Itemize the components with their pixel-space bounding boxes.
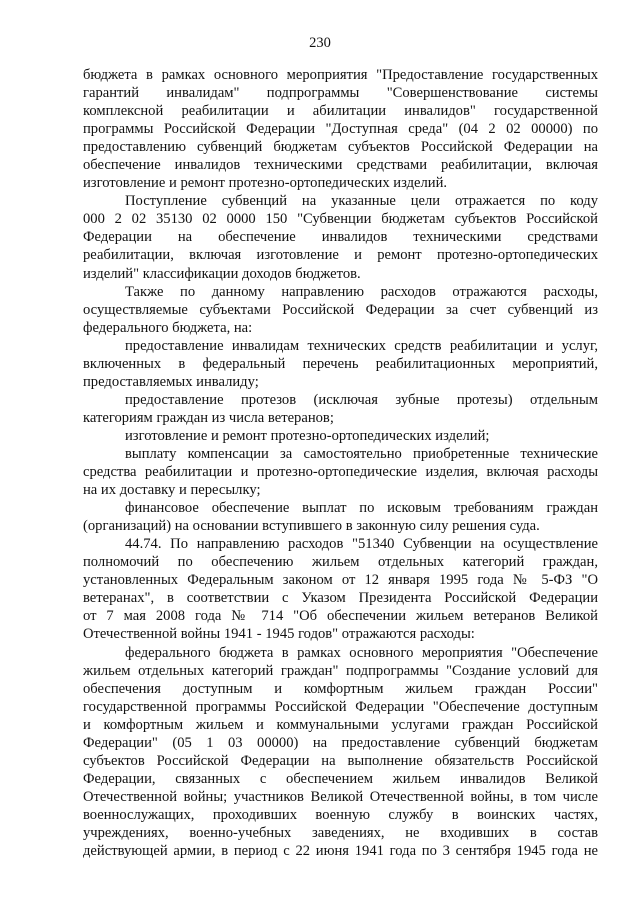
- text-line: изготовление и ремонт протезно-ортопедических изделий;: [125, 427, 490, 444]
- text-line: бюджета в рамках основного мероприятия "Предоставление государственных: [83, 67, 598, 83]
- text-line: учреждениях, военно-учебных заведениях, не входивших в состав: [83, 824, 598, 841]
- page-number: 230: [309, 35, 331, 51]
- text-line: субъектов Российской Федерации на выполнение обязательств Российской: [83, 752, 598, 769]
- text-line: предоставление инвалидам технических средств реабилитации и услуг,: [125, 337, 598, 354]
- text-line: финансовое обеспечение выплат по исковым требованиям граждан: [125, 500, 598, 517]
- text-line: предоставление протезов (исключая зубные протезы) отдельным: [125, 391, 598, 408]
- text-line: обеспечение инвалидов техническими средствами реабилитации, включая: [83, 157, 598, 174]
- text-line: на их доставку и пересылку;: [83, 482, 261, 499]
- text-line: военнослужащих, проходивших военную службу в воинских частях,: [83, 806, 598, 823]
- text-line: Поступление субвенций на указанные цели отражается по коду: [125, 193, 598, 210]
- text-line: ветеранах", в соответствии с Указом Президента Российской Федерации: [83, 590, 598, 607]
- text-line: включенных в федеральный перечень реабилитационных мероприятий,: [83, 355, 598, 372]
- text-line: категориям граждан из числа ветеранов;: [83, 409, 334, 426]
- text-line: Также по данному направлению расходов отражаются расходы,: [125, 283, 598, 300]
- text-line: гарантий инвалидам" подпрограммы "Совершенствование системы: [83, 85, 598, 102]
- text-line: действующей армии, в период с 22 июня 1941 года по 3 сентября 1945 года не: [83, 843, 598, 860]
- text-line: комплексной реабилитации и абилитации инвалидов" государственной: [83, 103, 598, 120]
- text-line: жильем отдельных категорий граждан" подпрограммы "Создание условий для: [83, 662, 598, 679]
- text-line: Федерации на обеспечение инвалидов техническими средствами: [83, 229, 598, 246]
- text-line: предоставляемых инвалиду;: [83, 373, 259, 390]
- text-line: программы Российской Федерации "Доступная среда" (04 2 02 00000) по: [83, 121, 598, 138]
- text-line: 000 2 02 35130 02 0000 150 "Субвенции бюджетам субъектов Российской: [83, 211, 598, 228]
- text-line: предоставлению субвенций бюджетам субъектов Российской Федерации на: [83, 139, 598, 156]
- text-line: полномочий по обеспечению жильем отдельных категорий граждан,: [83, 554, 598, 571]
- text-line: и комфортным жильем и коммунальными услугами граждан Российской: [83, 716, 598, 733]
- text-line: осуществляемые субъектами Российской Федерации за счет субвенций из: [83, 301, 598, 318]
- text-line: установленных Федеральным законом от 12 января 1995 года № 5-ФЗ "О: [83, 572, 598, 589]
- text-line: обеспечения доступным и комфортным жильем граждан России": [83, 680, 598, 697]
- text-line: федерального бюджета в рамках основного мероприятия "Обеспечение: [125, 644, 598, 661]
- text-line: Отечественной войны 1941 - 1945 годов" отражаются расходы:: [83, 626, 475, 643]
- text-line: выплату компенсации за самостоятельно приобретенные технические: [125, 445, 598, 462]
- text-line: реабилитации, включая изготовление и ремонт протезно-ортопедических: [83, 247, 598, 264]
- text-line: государственной программы Российской Федерации "Обеспечение доступным: [83, 698, 598, 715]
- document-body: [83, 66, 598, 860]
- text-line: Отечественной войны; участников Великой Отечественной войны, в том числе: [83, 788, 598, 805]
- text-line: от 7 мая 2008 года № 714 "Об обеспечении жильем ветеранов Великой: [83, 608, 598, 625]
- text-line: изготовление и ремонт протезно-ортопедических изделий.: [83, 175, 448, 192]
- text-line: изделий" классификации доходов бюджетов.: [83, 265, 361, 282]
- text-line: Федерации, связанных с обеспечением жильем инвалидов Великой: [83, 770, 598, 787]
- text-line: Федерации" (05 1 03 00000) на предоставление субвенций бюджетам: [83, 734, 598, 751]
- text-line: 44.74. По направлению расходов "51340 Субвенции на осуществление: [125, 536, 598, 553]
- text-line: федерального бюджета, на:: [83, 319, 253, 336]
- text-line: (организаций) на основании вступившего в законную силу решения суда.: [83, 518, 540, 535]
- text-line: средства реабилитации и протезно-ортопедические изделия, включая расходы: [83, 464, 598, 481]
